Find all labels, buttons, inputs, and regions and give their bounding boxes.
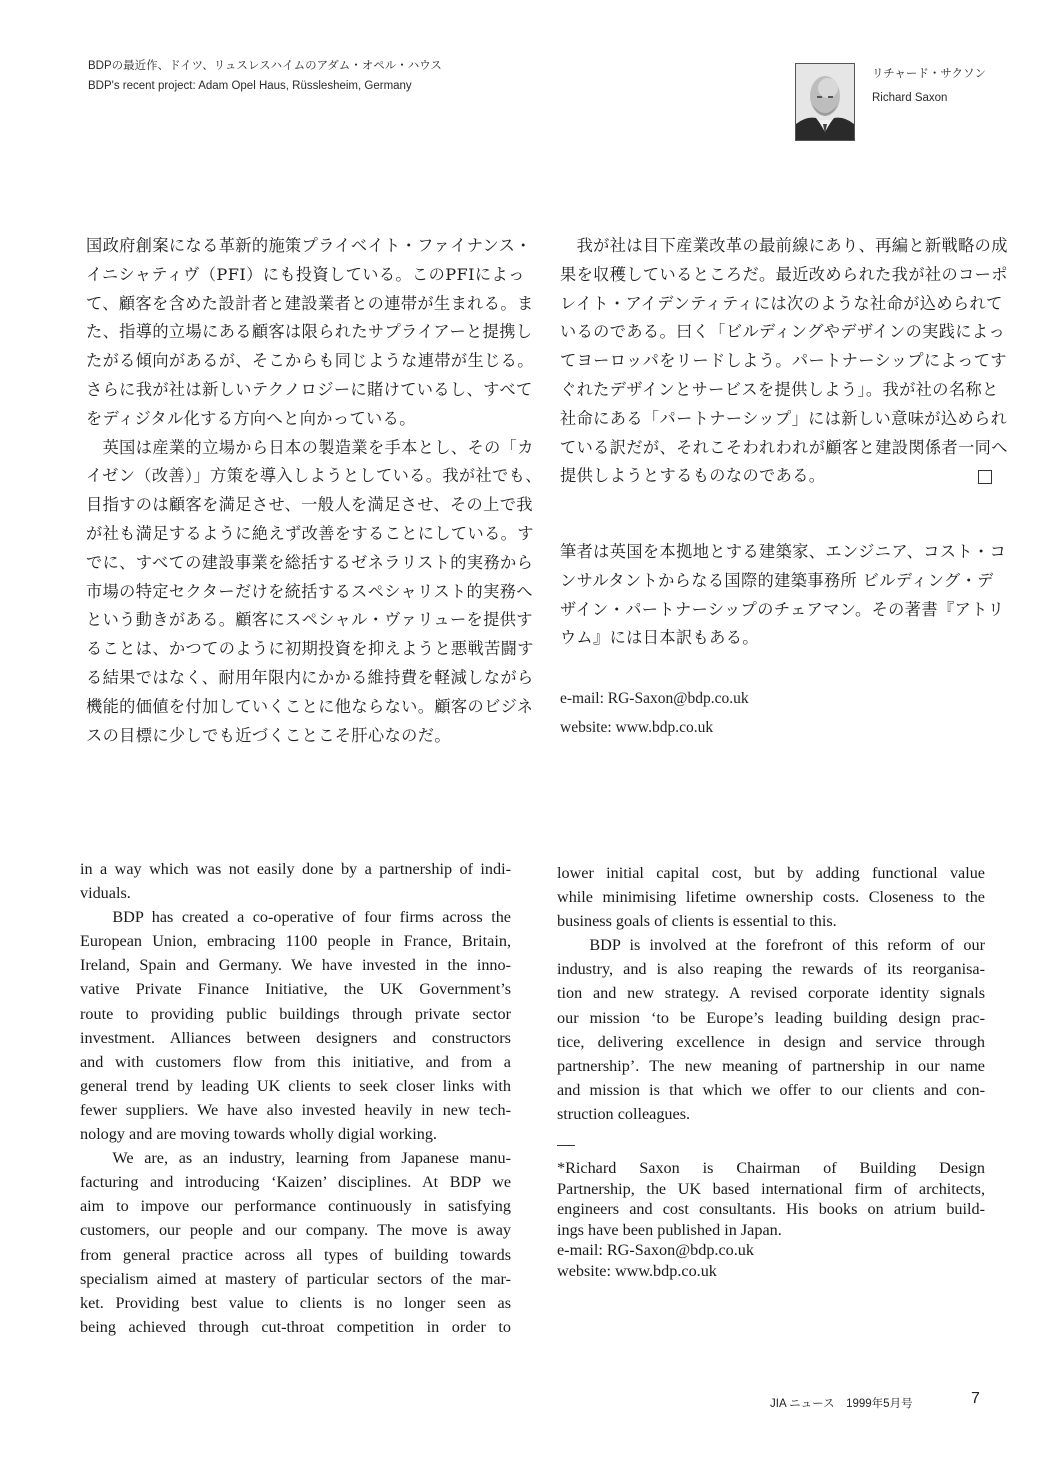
footnote-divider — [557, 1145, 575, 1146]
jp-website[interactable]: website: www.bdp.co.uk — [560, 719, 714, 736]
jp-closing-paragraph — [560, 232, 1008, 491]
text-line: engineers and cost consultants. His books on atrium build- — [557, 1200, 985, 1218]
text-line: and with customers flow from this initiative, and from a — [80, 1052, 511, 1071]
text-line: in a way which was not easily done by a partnership of indi- — [80, 860, 511, 878]
text-line: 果を収穫しているところだ。最近改められた我が社のコーポ — [560, 264, 1008, 284]
text-line: industry, and is also reaping the rewards of its reorganisa- — [557, 960, 985, 979]
caption-en: BDP's recent project: Adam Opel Haus, Rüsslesheim, Germany — [88, 80, 412, 92]
text-line: aim to impove our performance continuously in satisfying — [80, 1197, 511, 1216]
text-line: fewer suppliers. We have also invested heavily in new tech- — [80, 1100, 511, 1119]
portrait-photo-icon — [796, 64, 854, 140]
text-line: た、指導的立場にある顧客は限られたサプライアーと提携し — [86, 322, 533, 342]
text-line: general trend by leading UK clients to seek closer links with — [80, 1076, 511, 1095]
text-line: viduals. — [80, 884, 131, 903]
jp-contact — [560, 684, 749, 742]
text-line: イニシャティヴ（PFI）にも投資している。このPFIによっ — [86, 264, 525, 284]
end-of-article-icon — [978, 470, 992, 484]
text-line: 英国は産業的立場から日本の製造業を手本とし、その「カ — [86, 437, 534, 457]
text-line: lower initial capital cost, but by adding functional value — [557, 864, 985, 882]
text-line: て、顧客を含めた設計者と建設業者との連帯が生まれる。ま — [86, 293, 534, 313]
text-line: our mission ‘to be Europe’s leading building design prac- — [557, 1008, 985, 1027]
publication-footer: JIA ニュース 1999年5月号 — [770, 1398, 913, 1410]
en-column-left — [80, 857, 511, 1339]
text-line: being achieved through cut-throat competition in order to — [80, 1317, 511, 1336]
text-line: from general practice across all types of building towards — [80, 1245, 511, 1264]
text-line: BDP is involved at the forefront of this reform of our — [557, 936, 985, 955]
text-line: vative Private Finance Initiative, the UK Government’s — [80, 980, 511, 999]
text-line: specialism aimed at mastery of particular sectors of the mar- — [80, 1269, 511, 1288]
author-names — [872, 62, 986, 110]
text-line: partnership’. The new meaning of partnership in our name — [557, 1056, 985, 1075]
text-line: facturing and introducing ‘Kaizen’ disciplines. At BDP we — [80, 1173, 511, 1192]
text-line: ンサルタントからなる国際的建築事務所 ビルディング・デ — [560, 570, 994, 590]
text-line: てヨーロッパをリードしよう。パートナーシップによってす — [560, 351, 1007, 371]
author-name-jp: リチャード・サクソン — [872, 68, 986, 80]
text-line: Ireland, Spain and Germany. We have invested in the inno- — [80, 956, 511, 975]
jp-column-right — [560, 232, 1008, 491]
text-line: investment. Alliances between designers and constructors — [80, 1028, 511, 1047]
text-line: たがる傾向があるが、そこからも同じような連帯が生じる。 — [86, 351, 534, 371]
author-name-en: Richard Saxon — [872, 92, 948, 104]
text-line: 国政府創案になる革新的施策プライベイト・ファイナンス・ — [86, 236, 532, 255]
text-line: ることは、かつてのように初期投資を抑えようと悪戦苦闘す — [86, 639, 534, 659]
author-portrait — [795, 63, 855, 141]
text-line: ket. Providing best value to clients is no longer seen as — [80, 1293, 511, 1312]
text-line: website: www.bdp.co.uk — [557, 1261, 717, 1280]
text-line: *Richard Saxon is Chairman of Building Design — [557, 1159, 985, 1177]
text-line: ぐれたデザインとサービスを提供しよう」。我が社の名称と — [560, 379, 999, 399]
text-line: レイト・アイデンティティには次のような社命が込められて — [560, 293, 1003, 313]
text-line: struction colleagues. — [557, 1104, 691, 1123]
text-line: イゼン（改善）」方策を導入しようとしている。我が社でも、 — [86, 466, 542, 486]
text-line: さらに我が社は新しいテクノロジーに賭けているし、すべて — [86, 379, 533, 399]
text-line: ウム』には日本訳もある。 — [560, 628, 759, 648]
en-footnote — [557, 1158, 985, 1281]
text-line: をディジタル化する方向へと向かっている。 — [86, 408, 416, 428]
text-line: 機能的価値を付加していくことに他ならない。顧客のビジネ — [86, 696, 534, 716]
text-line: 筆者は英国を本拠地とする建築家、エンジニア、コスト・コ — [560, 542, 1007, 561]
photo-caption — [88, 56, 442, 96]
text-line: We are, as an industry, learning from Japanese manu- — [80, 1149, 511, 1168]
text-line: ザイン・パートナーシップのチェアマン。その著書『アトリ — [560, 599, 1005, 619]
text-line: ている訳だが、それこそわれわれが顧客と建設関係者一同へ — [560, 437, 1008, 457]
text-line: 目指すのは顧客を満足させ、一般人を満足させ、その上で我 — [86, 495, 533, 515]
jp-email[interactable]: e-mail: RG-Saxon@bdp.co.uk — [560, 690, 749, 707]
jp-author-bio — [560, 538, 1007, 653]
text-line: 我が社は目下産業改革の最前線にあり、再編と新戦略の成 — [560, 236, 1008, 255]
text-line: route to providing public buildings through private sector — [80, 1004, 511, 1023]
text-line: tion and new strategy. A revised corporate identity signals — [557, 984, 985, 1003]
text-line: が社も満足するように絶えず改善をすることにしている。す — [86, 523, 534, 543]
text-line: business goals of clients is essential to this. — [557, 912, 837, 931]
text-line: Partnership, the UK based international firm of architects, — [557, 1179, 985, 1198]
text-line: でに、すべての建設事業を総括するゼネラリスト的実務から — [86, 552, 534, 572]
text-line: European Union, embracing 1100 people in France, Britain, — [80, 932, 511, 951]
text-line: 提供しようとするものなのである。 — [560, 462, 992, 491]
text-line: tice, delivering excellence in design and service through — [557, 1032, 985, 1051]
jp-column-left — [86, 232, 542, 750]
text-line: る結果ではなく、耐用年限内にかかる維持費を軽減しながら — [86, 667, 534, 687]
text-line: nology and are moving towards wholly digial working. — [80, 1125, 437, 1144]
text-line: 市場の特定セクターだけを統括するスペシャリスト的実務へ — [86, 581, 533, 601]
text-line: スの目標に少しでも近づくことこそ肝心なのだ。 — [86, 725, 451, 745]
text-line: ings have been published in Japan. — [557, 1220, 782, 1239]
text-line: customers, our people and our company. The move is away — [80, 1221, 511, 1240]
text-line: e-mail: RG-Saxon@bdp.co.uk — [557, 1241, 754, 1259]
text-line: いるのである。曰く「ビルディングやデザインの実践によっ — [560, 322, 1006, 342]
text-line: BDP has created a co-operative of four firms across the — [80, 908, 511, 927]
text-line: という動きがある。顧客にスペシャル・ヴァリューを提供す — [86, 610, 533, 630]
text-line: and mission is that which we offer to our clients and con- — [557, 1080, 985, 1099]
text-line: 社命にある「パートナーシップ」には新しい意味が込められ — [560, 408, 1008, 428]
caption-jp: BDPの最近作、ドイツ、リュスレスハイムのアダム・オペル・ハウス — [88, 60, 442, 72]
text-line: while minimising lifetime ownership costs. Closeness to the — [557, 888, 985, 907]
en-column-right — [557, 861, 985, 1126]
page-number: 7 — [971, 1390, 980, 1407]
